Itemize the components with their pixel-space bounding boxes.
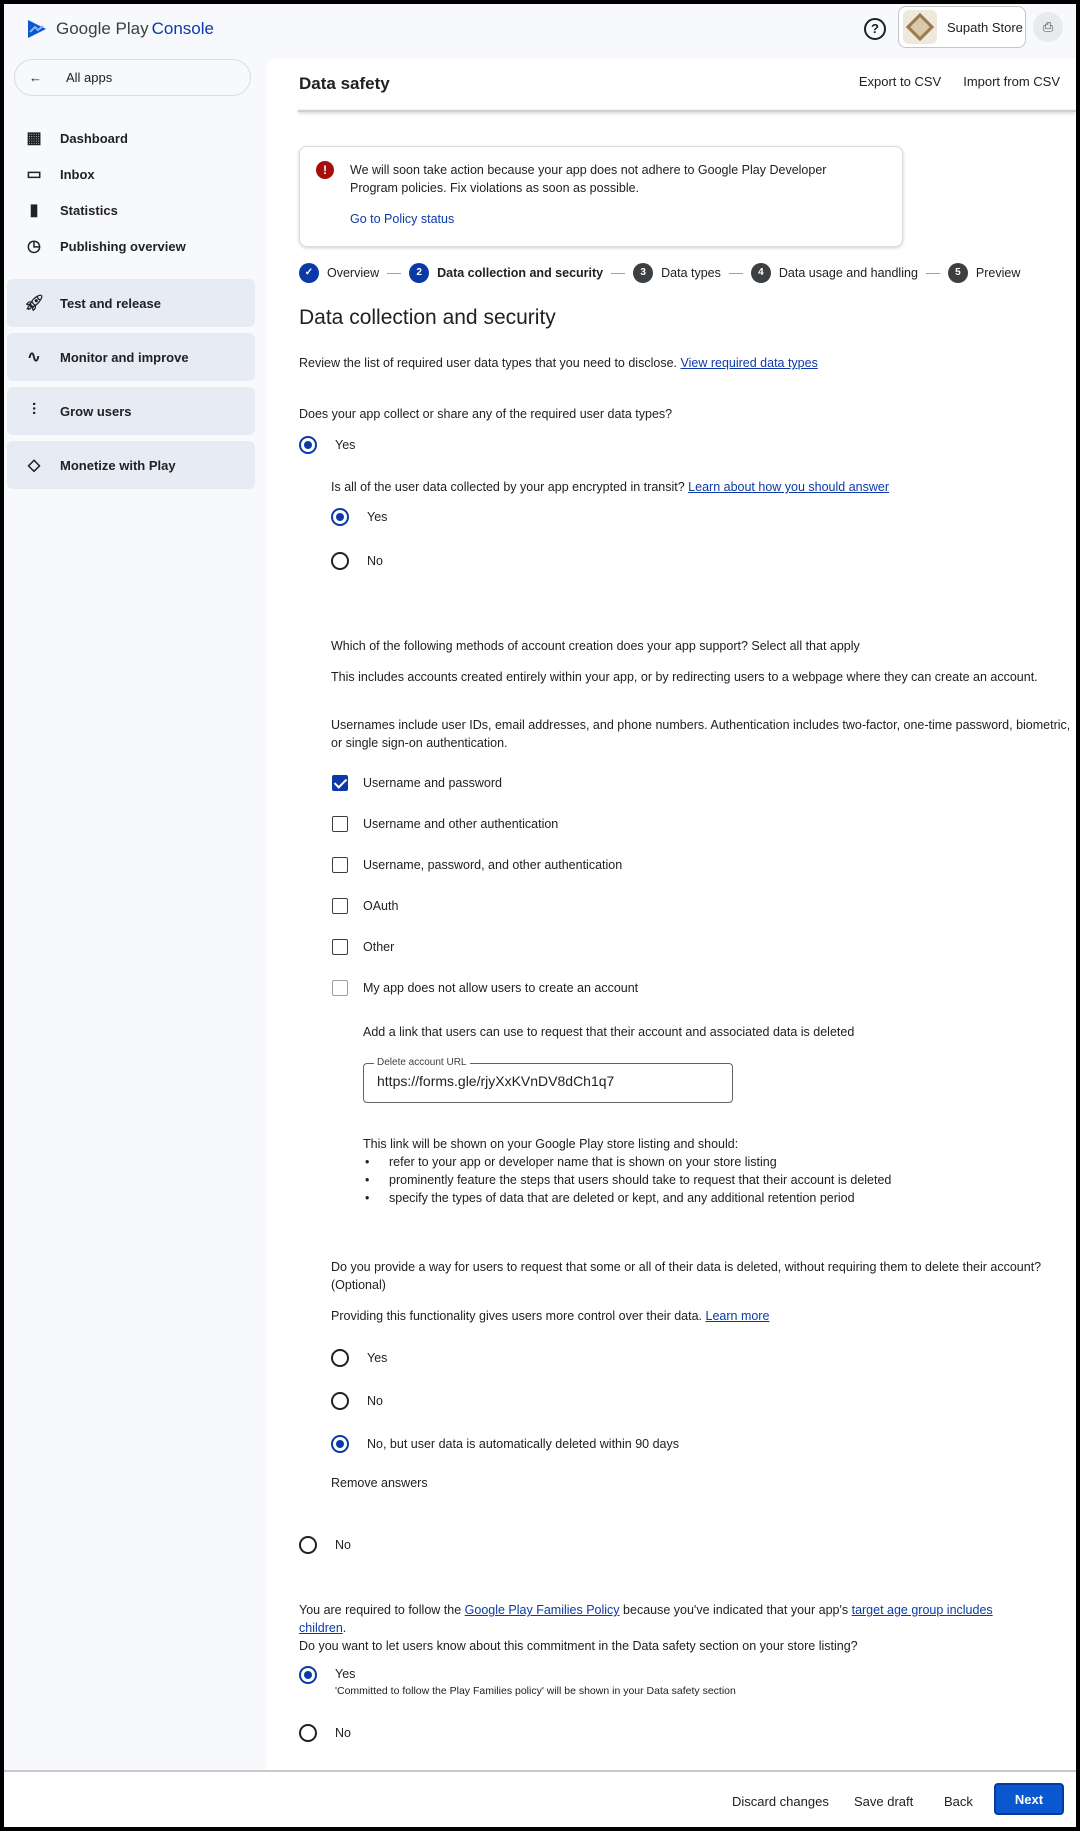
list-item: • prominently feature the steps that users should take to request that their account is deleted <box>363 1171 891 1189</box>
step-number: 4 <box>751 263 771 283</box>
footer-bar <box>4 1770 1076 1827</box>
checkbox-unchecked[interactable] <box>332 980 348 996</box>
sidebar-group-label: Grow users <box>60 403 132 419</box>
stepper <box>299 263 1020 283</box>
checkbox-username-other-auth[interactable] <box>332 816 558 832</box>
families-question: Do you want to let users know about this commitment in the Data safety section on your store listing? <box>299 1639 858 1653</box>
app-window <box>4 4 1076 1827</box>
encrypt-yes-radio[interactable] <box>331 508 387 526</box>
help-icon[interactable]: ? <box>864 18 886 40</box>
growth-icon: ⫶ <box>31 402 36 419</box>
step-preview[interactable] <box>948 263 1020 283</box>
radio-label: No <box>335 1538 351 1552</box>
partial-auto-delete-radio[interactable] <box>331 1435 679 1453</box>
step-data-collection[interactable] <box>409 263 603 283</box>
list-item: • refer to your app or developer name that is shown on your store listing <box>363 1153 891 1171</box>
step-label: Data types <box>661 266 721 280</box>
encrypt-no-radio[interactable] <box>331 552 383 570</box>
checkbox-label: Username and password <box>363 776 502 790</box>
step-separator <box>611 273 625 274</box>
alert-message: We will soon take action because your app does not adhere to Google Play Developer Program policies. Fix violations as soon as possible. <box>350 163 827 195</box>
sidebar-group-monetize[interactable] <box>7 441 255 489</box>
step-label: Data collection and security <box>437 266 604 280</box>
collect-yes-radio[interactable] <box>299 436 355 454</box>
sidebar-group-label: Monetize with Play <box>60 457 176 473</box>
account-desc-2: Usernames include user IDs, email addresses, and phone numbers. Authentication includes two-factor, one-time password, biometric, or single sign-on authentication. <box>331 718 1071 750</box>
sidebar-item-publishing-overview[interactable] <box>24 234 186 258</box>
checkbox-checked[interactable] <box>332 775 348 791</box>
sidebar-item-label: Dashboard <box>60 130 128 146</box>
delete-link-prompt: Add a link that users can use to request that their account and associated data is deleted <box>363 1025 855 1039</box>
account-name: Supath Store <box>947 19 1023 35</box>
delete-account-url-label: Delete account URL <box>374 1057 470 1068</box>
delete-account-url-input[interactable] <box>377 1073 717 1089</box>
step-number: 2 <box>409 263 429 283</box>
sidebar-item-label: Statistics <box>60 202 118 218</box>
partial-delete-desc-text: Providing this functionality gives users more control over their data. <box>331 1309 703 1323</box>
logo-suffix: Console <box>151 19 214 38</box>
families-notice <box>299 1601 1039 1637</box>
question-collect: Does your app collect or share any of the required user data types? <box>299 407 673 421</box>
bar-chart-icon: ▮ <box>29 202 39 219</box>
learn-how-to-answer-link[interactable]: Learn about how you should answer <box>688 480 890 494</box>
policy-status-link[interactable]: Go to Policy status <box>350 212 455 226</box>
checkbox-unchecked[interactable] <box>332 939 348 955</box>
question-encrypt <box>331 478 889 496</box>
families-yes-radio[interactable] <box>299 1666 736 1697</box>
section-title: Data collection and security <box>299 306 556 329</box>
step-separator <box>387 273 401 274</box>
radio-label: No <box>367 554 383 568</box>
sidebar-item-label: Inbox <box>60 166 95 182</box>
radio-selected[interactable] <box>299 1666 317 1684</box>
radio-selected[interactable] <box>331 508 349 526</box>
step-label: Data usage and handling <box>778 266 918 280</box>
all-apps-button[interactable] <box>14 59 251 96</box>
radio-unselected[interactable] <box>331 552 349 570</box>
account-desc-1: This includes accounts created entirely within your app, or by redirecting users to a webpage where they can create an account. <box>331 670 1038 684</box>
dashboard-icon: ▦ <box>26 130 42 147</box>
families-text: You are required to follow the <box>299 1603 462 1617</box>
step-number: 3 <box>633 263 653 283</box>
back-arrow-icon: ← <box>29 70 42 85</box>
radio-unselected[interactable] <box>331 1392 349 1410</box>
radio-unselected[interactable] <box>331 1349 349 1367</box>
vitals-icon: ∿ <box>27 349 41 366</box>
checkbox-username-password[interactable] <box>332 775 502 791</box>
list-item: • specify the types of data that are deleted or kept, and any additional retention period <box>363 1189 891 1207</box>
step-data-usage[interactable] <box>751 263 918 283</box>
sidebar-item-label: Publishing overview <box>60 238 186 254</box>
step-overview[interactable] <box>299 263 379 283</box>
sidebar-item-dashboard[interactable] <box>24 126 128 150</box>
checkbox-username-password-other[interactable] <box>332 857 622 873</box>
families-text: . <box>342 1621 347 1635</box>
sidebar-group-label: Test and release <box>60 295 161 311</box>
checkbox-no-account[interactable] <box>332 980 638 996</box>
families-no-radio[interactable] <box>299 1724 351 1742</box>
radio-unselected[interactable] <box>299 1536 317 1554</box>
sidebar-group-grow-users[interactable] <box>7 387 255 435</box>
discard-changes-button[interactable]: Discard changes <box>732 1794 829 1809</box>
radio-label: Yes <box>367 510 388 524</box>
check-icon: ✓ <box>299 263 319 283</box>
error-icon: ! <box>316 161 334 179</box>
question-account-creation: Which of the following methods of account creation does your app support? Select all that apply <box>331 639 860 653</box>
checkbox-unchecked[interactable] <box>332 857 348 873</box>
learn-more-link[interactable]: Learn more <box>705 1309 770 1323</box>
header-actions <box>859 74 1060 89</box>
sidebar-group-monitor-and-improve[interactable] <box>7 333 255 381</box>
step-number: 5 <box>948 263 968 283</box>
play-logo-icon <box>26 18 48 40</box>
id-badge-icon[interactable]: ⎙ <box>1033 12 1063 42</box>
checkbox-label: Username, password, and other authentication <box>363 858 623 872</box>
checkbox-unchecked[interactable] <box>332 816 348 832</box>
all-apps-label: All apps <box>66 70 113 85</box>
link-info: This link will be shown on your Google Play store listing and should: <box>363 1137 739 1151</box>
partial-yes-radio[interactable] <box>331 1349 387 1367</box>
radio-label: No <box>367 1394 383 1408</box>
radio-label: Yes <box>367 1351 388 1365</box>
partial-delete-desc <box>331 1307 769 1325</box>
radio-label: Yes <box>335 1667 356 1681</box>
checkbox-label: Other <box>363 940 395 954</box>
delete-account-url-field[interactable] <box>363 1057 733 1103</box>
families-policy-link[interactable]: Google Play Families Policy <box>464 1603 620 1617</box>
checkbox-unchecked[interactable] <box>332 898 348 914</box>
step-separator <box>926 273 940 274</box>
review-text-body: Review the list of required user data types that you need to disclose. <box>299 356 677 370</box>
account-chip[interactable] <box>898 6 1026 48</box>
publishing-clock-icon: ◷ <box>27 238 41 255</box>
main-panel <box>266 58 1076 1774</box>
logo-prefix: Google Play <box>56 19 149 38</box>
radio-unselected[interactable] <box>299 1724 317 1742</box>
radio-label: No, but user data is automatically deleted within 90 days <box>367 1437 679 1451</box>
sidebar-group-label: Monitor and improve <box>60 349 189 365</box>
rocket-icon: 🚀︎ <box>24 295 45 312</box>
page-title: Data safety <box>299 74 390 93</box>
inbox-icon: ▭ <box>26 166 42 183</box>
radio-selected[interactable] <box>299 436 317 454</box>
checkbox-label: My app does not allow users to create an account <box>363 981 639 995</box>
partial-no-radio[interactable] <box>331 1392 383 1410</box>
next-button[interactable]: Next <box>994 1783 1064 1815</box>
policy-alert <box>299 146 903 247</box>
view-required-data-types-link[interactable]: View required data types <box>680 356 818 370</box>
radio-label: No <box>335 1726 351 1740</box>
checkbox-other[interactable] <box>332 939 394 955</box>
link-requirements-list <box>363 1153 891 1207</box>
save-draft-button[interactable]: Save draft <box>854 1794 914 1809</box>
question-encrypt-text: Is all of the user data collected by your app encrypted in transit? <box>331 480 685 494</box>
import-csv-button[interactable]: Import from CSV <box>963 74 1060 89</box>
target-age-group-link[interactable]: target age group includes children <box>299 1603 993 1635</box>
play-console-logo[interactable] <box>26 18 214 40</box>
sidebar-item-inbox[interactable] <box>24 162 95 186</box>
families-text: because you've indicated that your app's <box>623 1603 849 1617</box>
collect-no-radio[interactable] <box>299 1536 351 1554</box>
families-yes-text <box>335 1667 736 1697</box>
sidebar-group-test-and-release[interactable] <box>7 279 255 327</box>
question-partial-delete: Do you provide a way for users to request that some or all of their data is deleted, without requiring them to delete their account? (Optional) <box>331 1260 1042 1292</box>
checkbox-oauth[interactable] <box>332 898 398 914</box>
remove-answers-button[interactable]: Remove answers <box>331 1476 428 1490</box>
checkbox-label: Username and other authentication <box>363 817 559 831</box>
back-button[interactable]: Back <box>944 1794 973 1809</box>
store-avatar <box>903 10 937 44</box>
review-text <box>299 354 818 372</box>
header-divider <box>298 110 1076 112</box>
step-data-types[interactable] <box>633 263 721 283</box>
step-separator <box>729 273 743 274</box>
export-csv-button[interactable]: Export to CSV <box>858 74 942 89</box>
checkbox-label: OAuth <box>363 899 399 913</box>
radio-label: Yes <box>335 438 356 452</box>
radio-selected[interactable] <box>331 1435 349 1453</box>
step-label: Overview <box>327 266 380 280</box>
tag-icon: ◇ <box>27 457 41 474</box>
sidebar-item-statistics[interactable] <box>24 198 118 222</box>
step-label: Preview <box>975 266 1021 280</box>
families-yes-subtext: 'Committed to follow the Play Families policy' will be shown in your Data safety section <box>335 1685 736 1697</box>
